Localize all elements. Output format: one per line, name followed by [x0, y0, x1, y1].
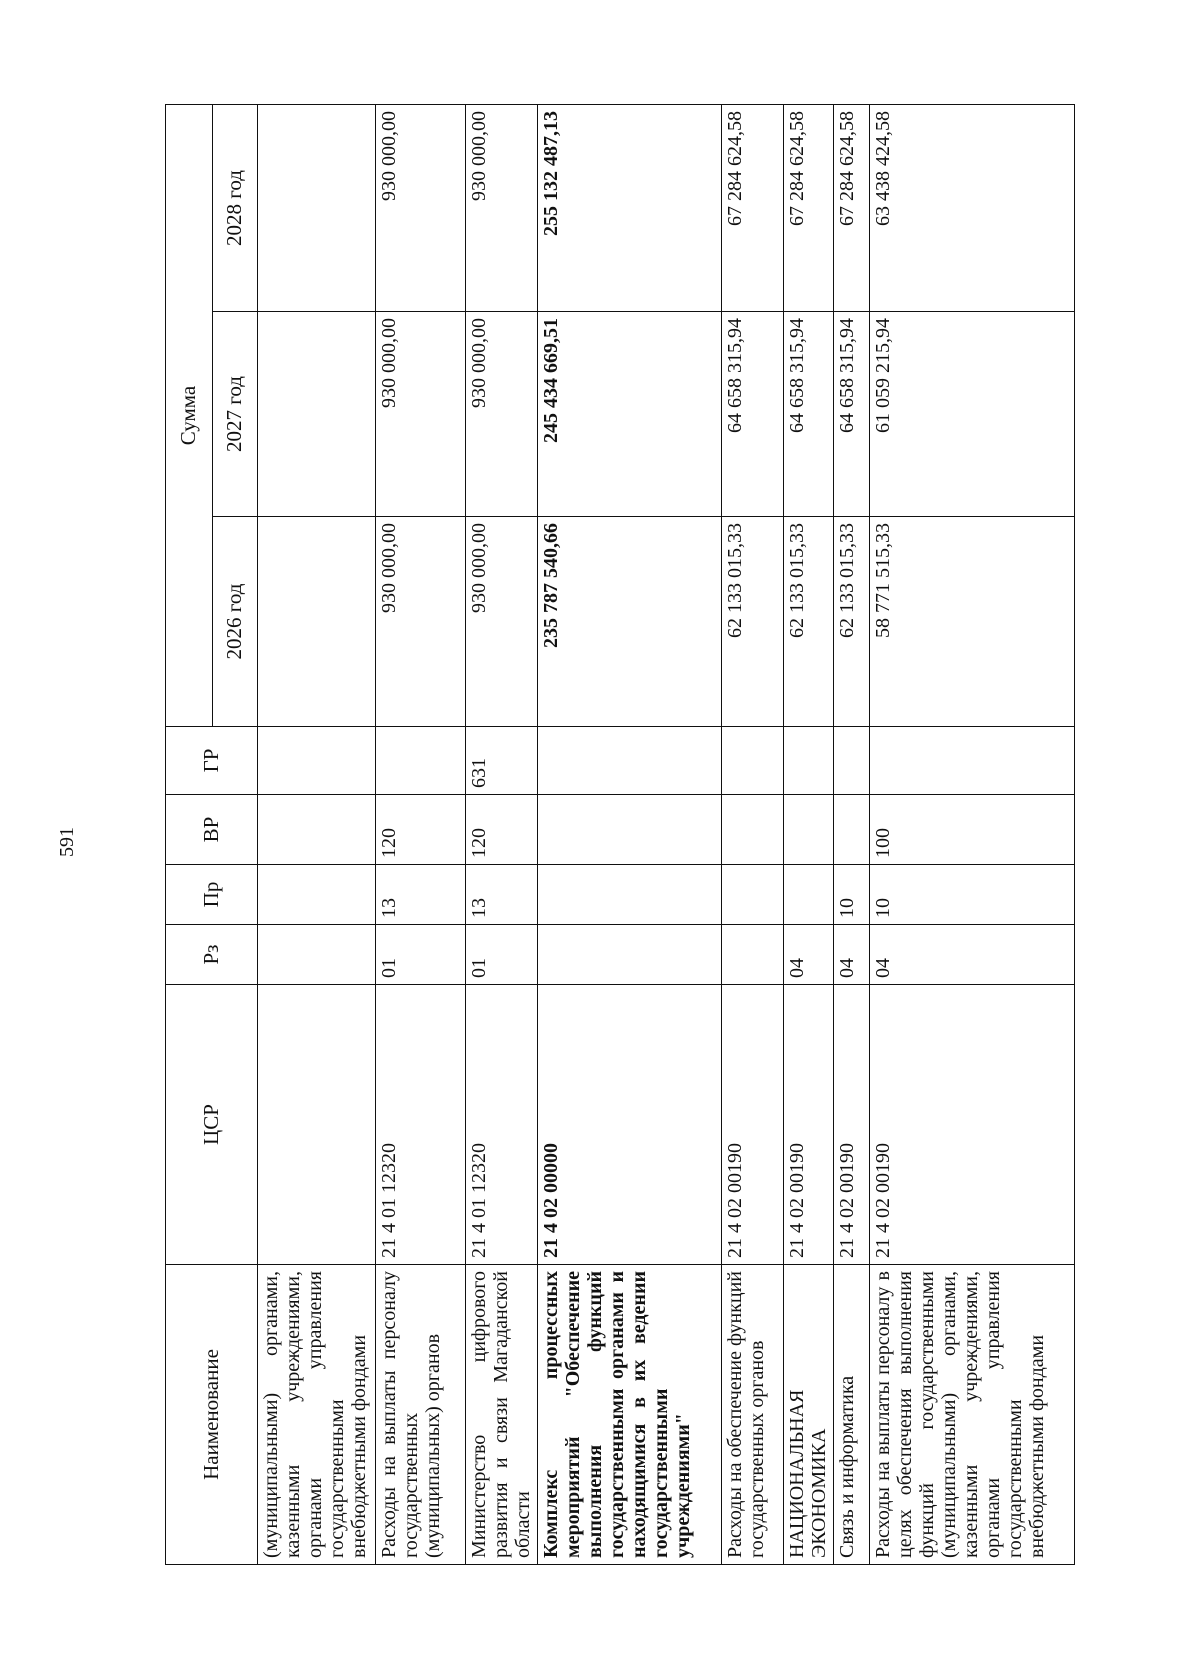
cell-vr [258, 795, 376, 865]
header-gr: ГР [166, 727, 258, 795]
header-pr: Пр [166, 865, 258, 925]
cell-vr: 120 [465, 795, 538, 865]
header-rz: Рз [166, 925, 258, 985]
cell-csr: 21 4 02 00190 [722, 985, 783, 1265]
rotated-table-container [165, 105, 1075, 1565]
cell-csr: 21 4 02 00190 [783, 985, 833, 1265]
cell-vr [538, 795, 722, 865]
cell-2026: 62 133 015,33 [783, 517, 833, 727]
cell-csr: 21 4 02 00000 [538, 985, 722, 1265]
header-2027: 2027 год [213, 312, 258, 517]
cell-2026: 58 771 515,33 [870, 517, 1075, 727]
cell-gr [870, 727, 1075, 795]
cell-gr [375, 727, 465, 795]
cell-2027: 64 658 315,94 [783, 312, 833, 517]
cell-2028: 67 284 624,58 [722, 105, 783, 312]
table-row [870, 105, 1075, 1565]
cell-2026 [258, 517, 376, 727]
cell-gr [538, 727, 722, 795]
cell-rz: 04 [833, 925, 870, 985]
cell-pr [722, 865, 783, 925]
cell-name: (муниципальными) органами, казенными учреждениями, органами управления государственными внебюджетными фондами [258, 1265, 376, 1565]
table-row [465, 105, 538, 1565]
cell-rz: 04 [783, 925, 833, 985]
cell-2028: 67 284 624,58 [833, 105, 870, 312]
cell-gr [833, 727, 870, 795]
cell-2026: 930 000,00 [465, 517, 538, 727]
cell-csr: 21 4 02 00190 [870, 985, 1075, 1265]
table-row [538, 105, 722, 1565]
cell-2028: 255 132 487,13 [538, 105, 722, 312]
cell-rz [258, 925, 376, 985]
cell-pr [538, 865, 722, 925]
cell-name: Расходы на выплаты персоналу в целях обеспечения выполнения функций государственными (муниципальными) органами, казенными учреждениями, органами управления государственными внебюджетными фондами [870, 1265, 1075, 1565]
cell-2027: 245 434 669,51 [538, 312, 722, 517]
cell-rz [722, 925, 783, 985]
cell-vr [783, 795, 833, 865]
cell-vr [722, 795, 783, 865]
cell-name: Расходы на обеспечение функций государственных органов [722, 1265, 783, 1565]
table-row [258, 105, 376, 1565]
cell-pr: 13 [465, 865, 538, 925]
cell-rz: 01 [375, 925, 465, 985]
cell-csr: 21 4 02 00190 [833, 985, 870, 1265]
cell-gr [722, 727, 783, 795]
cell-2028: 930 000,00 [465, 105, 538, 312]
cell-2026: 235 787 540,66 [538, 517, 722, 727]
header-name: Наименование [166, 1265, 258, 1565]
cell-csr: 21 4 01 12320 [375, 985, 465, 1265]
cell-2026: 62 133 015,33 [833, 517, 870, 727]
table-row [833, 105, 870, 1565]
table-row [722, 105, 783, 1565]
cell-gr [258, 727, 376, 795]
cell-2027 [258, 312, 376, 517]
cell-rz [538, 925, 722, 985]
cell-2027: 930 000,00 [465, 312, 538, 517]
cell-gr: 631 [465, 727, 538, 795]
header-2028: 2028 год [213, 105, 258, 312]
cell-2027: 64 658 315,94 [833, 312, 870, 517]
cell-rz: 01 [465, 925, 538, 985]
cell-2027: 61 059 215,94 [870, 312, 1075, 517]
cell-vr [833, 795, 870, 865]
cell-csr: 21 4 01 12320 [465, 985, 538, 1265]
cell-2028 [258, 105, 376, 312]
cell-rz: 04 [870, 925, 1075, 985]
cell-gr [783, 727, 833, 795]
cell-csr [258, 985, 376, 1265]
cell-pr: 13 [375, 865, 465, 925]
header-csr: ЦСР [166, 985, 258, 1265]
cell-2028: 67 284 624,58 [783, 105, 833, 312]
cell-2028: 63 438 424,58 [870, 105, 1075, 312]
cell-2027: 930 000,00 [375, 312, 465, 517]
cell-name: Комплекс процессных мероприятий "Обеспечение выполнения функций государственными органами и находящимися в их ведении государственными учреждениями" [538, 1265, 722, 1565]
cell-pr: 10 [870, 865, 1075, 925]
cell-name: Расходы на выплаты персоналу государственных (муниципальных) органов [375, 1265, 465, 1565]
cell-name: Связь и информатика [833, 1265, 870, 1565]
budget-table [165, 104, 1075, 1565]
cell-pr [783, 865, 833, 925]
cell-name: Министерство цифрового развития и связи Магаданской области [465, 1265, 538, 1565]
header-2026: 2026 год [213, 517, 258, 727]
cell-name: НАЦИОНАЛЬНАЯ ЭКОНОМИКА [783, 1265, 833, 1565]
cell-2027: 64 658 315,94 [722, 312, 783, 517]
cell-2026: 930 000,00 [375, 517, 465, 727]
table-row [375, 105, 465, 1565]
header-vr: ВР [166, 795, 258, 865]
cell-pr [258, 865, 376, 925]
header-sum: Сумма [166, 105, 213, 727]
page-number: 591 [56, 827, 78, 857]
cell-pr: 10 [833, 865, 870, 925]
cell-2026: 62 133 015,33 [722, 517, 783, 727]
table-row [783, 105, 833, 1565]
cell-vr: 120 [375, 795, 465, 865]
cell-vr: 100 [870, 795, 1075, 865]
cell-2028: 930 000,00 [375, 105, 465, 312]
